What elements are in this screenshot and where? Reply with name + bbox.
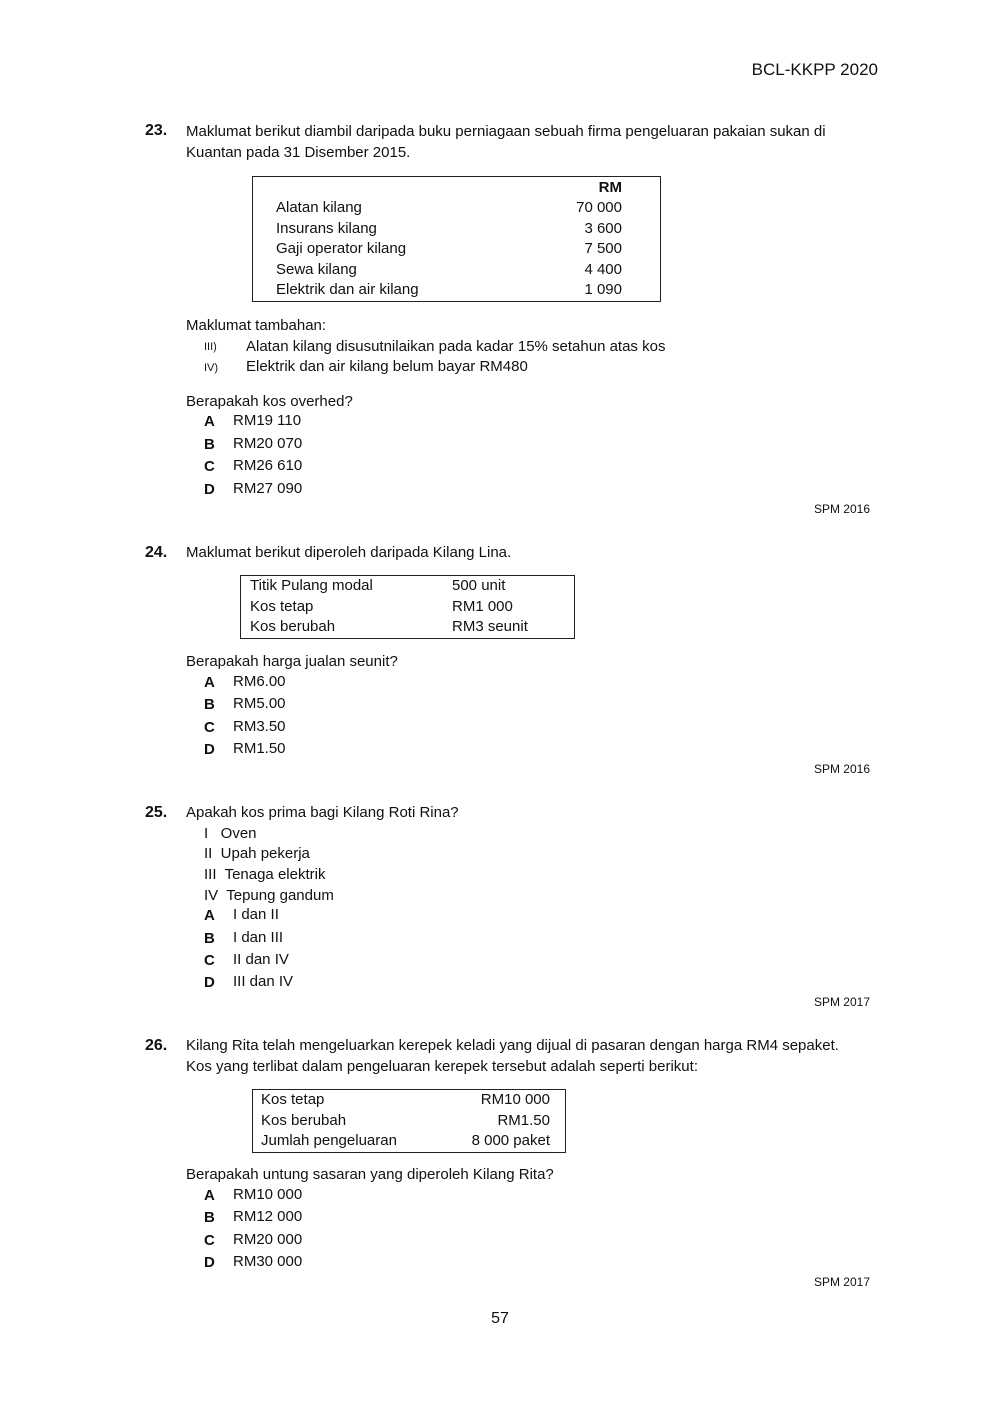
q25-source: SPM 2017	[813, 995, 870, 1009]
q26-option-a-letter: A	[204, 1187, 215, 1204]
table-cell-value: RM10 000	[480, 1091, 550, 1108]
q25-number: 25.	[145, 804, 168, 821]
q25-item-4: IV Tepung gandum	[204, 887, 334, 904]
table-cell-item: Kos tetap	[250, 597, 314, 615]
table-cell-value: 8 000 paket	[471, 1132, 550, 1149]
q24-source: SPM 2016	[813, 762, 870, 776]
table-cell-value: 70 000	[576, 199, 622, 216]
q26-cost-table	[252, 1089, 566, 1153]
q23-option-d-letter: D	[204, 481, 215, 498]
page-header: BCL-KKPP 2020	[751, 60, 878, 79]
q25-item-2: II Upah pekerja	[204, 845, 310, 862]
table-row	[253, 219, 660, 240]
q25-option-b-letter: B	[204, 930, 215, 947]
table-cell-item: Sewa kilang	[276, 260, 357, 278]
q23-extra-num-4: IV)	[204, 362, 219, 374]
table-cell-item: Kos berubah	[250, 618, 336, 635]
q23-extra-num-3: III)	[204, 341, 217, 353]
q23-extra-text-3: Alatan kilang disusutnilaikan pada kadar 15% setahun atas kos	[246, 338, 666, 355]
q24-option-c[interactable]: RM3.50	[233, 718, 286, 735]
table-row	[241, 597, 574, 618]
table-row	[253, 280, 660, 301]
q23-option-d[interactable]: RM27 090	[233, 480, 303, 497]
table-cell-item: Elektrik dan air kilang	[276, 281, 419, 298]
table-cell-value: RM1.50	[497, 1111, 550, 1129]
table-cell-item: Gaji operator kilang	[276, 240, 407, 257]
table-row	[253, 239, 660, 260]
q24-question: Berapakah harga jualan seunit?	[186, 653, 398, 670]
table-row	[253, 1111, 565, 1132]
q23-extra-title: Maklumat tambahan:	[186, 317, 327, 334]
q23-option-c[interactable]: RM26 610	[233, 457, 303, 474]
q26-option-b-letter: B	[204, 1209, 215, 1226]
q25-text-line1: Apakah kos prima bagi Kilang Roti Rina?	[186, 804, 459, 821]
table-cell-item: Insurans kilang	[276, 219, 377, 237]
q25-option-a[interactable]: I dan II	[233, 906, 279, 923]
q25-item-3: III Tenaga elektrik	[204, 866, 326, 883]
q26-option-a[interactable]: RM10 000	[233, 1186, 303, 1203]
q23-text-line1: Maklumat berikut diambil daripada buku perniagaan sebuah firma pengeluaran pakaian sukan di	[186, 123, 826, 140]
q24-option-c-letter: C	[204, 719, 215, 736]
q23-option-b[interactable]: RM20 070	[233, 435, 303, 452]
q25-item-1: I Oven	[204, 825, 257, 842]
page-number: 57	[491, 1310, 509, 1327]
table-cell-value: RM1 000	[452, 597, 513, 615]
q23-option-a[interactable]: RM19 110	[233, 412, 302, 429]
q23-source: SPM 2016	[813, 502, 870, 516]
table-cell-item: Jumlah pengeluaran	[261, 1132, 397, 1149]
q26-option-b[interactable]: RM12 000	[233, 1208, 303, 1225]
q23-option-b-letter: B	[204, 436, 215, 453]
table-cell-item: Kos tetap	[261, 1091, 325, 1108]
q24-option-d-letter: D	[204, 741, 215, 758]
q26-option-c-letter: C	[204, 1232, 215, 1249]
q26-text-line1: Kilang Rita telah mengeluarkan kerepek keladi yang dijual di pasaran dengan harga RM4 sepaket.	[186, 1037, 839, 1054]
q25-option-d[interactable]: III dan IV	[233, 973, 294, 990]
q25-option-b[interactable]: I dan III	[233, 929, 284, 946]
q25-option-c-letter: C	[204, 952, 215, 969]
q23-number: 23.	[145, 122, 168, 139]
q26-text-line2: Kos yang terlibat dalam pengeluaran kerepek tersebut adalah seperti berikut:	[186, 1058, 698, 1075]
q26-option-d-letter: D	[204, 1254, 215, 1271]
q23-option-c-letter: C	[204, 458, 215, 475]
table-row	[241, 617, 574, 638]
q24-option-a[interactable]: RM6.00	[233, 673, 286, 690]
table-cell-value: 7 500	[584, 240, 622, 257]
q24-option-b-letter: B	[204, 696, 215, 713]
table-row	[253, 260, 660, 281]
table-cell-value: RM3 seunit	[452, 618, 528, 635]
table-row	[241, 576, 574, 597]
table-cell-value: 4 400	[584, 260, 622, 278]
q23-cost-table	[252, 176, 661, 302]
q24-option-a-letter: A	[204, 674, 215, 691]
table-cell-item: Alatan kilang	[276, 199, 362, 216]
q23-text-line2: Kuantan pada 31 Disember 2015.	[186, 144, 411, 161]
q26-number: 26.	[145, 1037, 168, 1054]
q25-option-c[interactable]: II dan IV	[233, 951, 289, 968]
q25-option-d-letter: D	[204, 974, 215, 991]
q26-source: SPM 2017	[813, 1275, 870, 1289]
q26-question: Berapakah untung sasaran yang diperoleh Kilang Rita?	[186, 1166, 554, 1183]
q24-text-line1: Maklumat berikut diperoleh daripada Kilang Lina.	[186, 544, 512, 561]
q24-option-d[interactable]: RM1.50	[233, 740, 286, 757]
table-cell-item: Kos berubah	[261, 1111, 347, 1129]
table-cell-value: 1 090	[584, 281, 622, 298]
q26-option-c[interactable]: RM20 000	[233, 1231, 303, 1248]
q23-question: Berapakah kos overhed?	[186, 393, 353, 410]
q23-option-a-letter: A	[204, 413, 215, 430]
table-row	[253, 198, 660, 219]
q23-table-header	[253, 178, 660, 199]
q24-number: 24.	[145, 544, 168, 561]
q26-option-d[interactable]: RM30 000	[233, 1253, 303, 1270]
table-row	[253, 1131, 565, 1152]
table-cell-value: 500 unit	[452, 577, 506, 594]
table-cell-item: Titik Pulang modal	[250, 577, 373, 594]
q24-option-b[interactable]: RM5.00	[233, 695, 286, 712]
q23-header-rm: RM	[598, 179, 622, 196]
q24-info-table	[240, 575, 575, 639]
q25-option-a-letter: A	[204, 907, 215, 924]
table-cell-value: 3 600	[584, 219, 622, 237]
q23-extra-text-4: Elektrik dan air kilang belum bayar RM480	[246, 358, 528, 375]
table-row	[253, 1090, 565, 1111]
